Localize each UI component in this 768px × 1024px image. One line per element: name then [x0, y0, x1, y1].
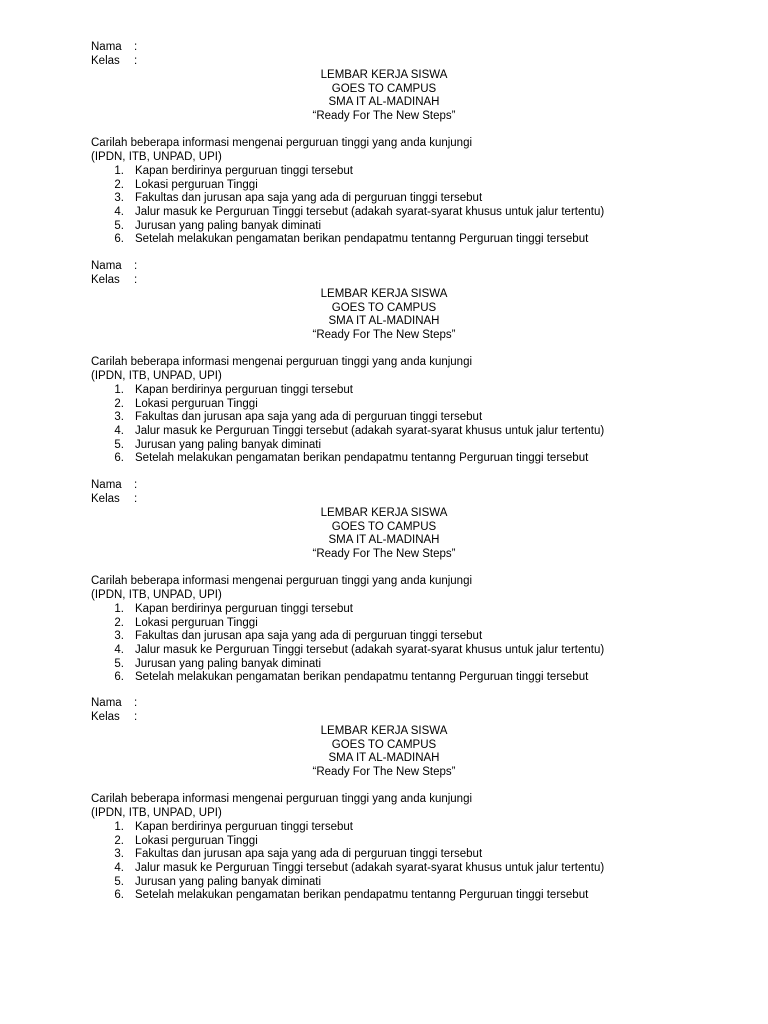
question-number: 4. [114, 862, 124, 875]
kelas-colon: : [134, 493, 138, 505]
worksheet-header [0, 69, 768, 124]
kelas-label: Kelas [91, 493, 120, 505]
question-number: 6. [114, 233, 124, 246]
header-title: LEMBAR KERJA SISWA [320, 288, 448, 300]
nama-label: Nama [91, 260, 122, 272]
kelas-label: Kelas [91, 274, 120, 286]
header-school: SMA IT AL-MADINAH [328, 96, 440, 109]
question-text: Fakultas dan jurusan apa saja yang ada di perguruan tinggi tersebut [135, 630, 483, 643]
header-tagline: “Ready For The New Steps” [312, 766, 456, 779]
question-number: 3. [114, 848, 124, 861]
worksheet-header [0, 725, 768, 780]
question-number: 5. [114, 875, 124, 888]
header-school: SMA IT AL-MADINAH [328, 534, 440, 547]
question-text: Kapan berdirinya perguruan tinggi tersebut [135, 165, 354, 177]
instruction-line: Carilah beberapa informasi mengenai perguruan tinggi yang anda kunjungi [91, 137, 473, 149]
header-event: GOES TO CAMPUS [331, 301, 437, 314]
question-text: Lokasi perguruan Tinggi [135, 834, 258, 847]
header-tagline: “Ready For The New Steps” [312, 110, 456, 123]
header-tagline: “Ready For The New Steps” [312, 548, 456, 561]
question-text: Kapan berdirinya perguruan tinggi tersebut [135, 384, 354, 396]
instruction-campus-list: (IPDN, ITB, UNPAD, UPI) [91, 588, 222, 601]
nama-colon: : [134, 479, 138, 491]
question-text: Fakultas dan jurusan apa saja yang ada di perguruan tinggi tersebut [135, 192, 483, 205]
nama-colon: : [134, 697, 138, 709]
question-text: Kapan berdirinya perguruan tinggi tersebut [135, 821, 354, 833]
header-tagline: “Ready For The New Steps” [312, 329, 456, 342]
question-number: 1. [114, 821, 124, 833]
question-number: 4. [114, 644, 124, 657]
question-text: Lokasi perguruan Tinggi [135, 397, 258, 410]
instruction-campus-list: (IPDN, ITB, UNPAD, UPI) [91, 369, 222, 382]
question-text: Setelah melakukan pengamatan berikan pendapatmu tentanng Perguruan tinggi tersebut [135, 452, 589, 465]
header-title: LEMBAR KERJA SISWA [320, 69, 448, 81]
question-text: Jurusan yang paling banyak diminati [135, 657, 322, 670]
kelas-colon: : [134, 55, 138, 67]
worksheet-header [0, 507, 768, 562]
header-school: SMA IT AL-MADINAH [328, 752, 440, 765]
nama-label: Nama [91, 41, 122, 53]
question-text: Setelah melakukan pengamatan berikan pendapatmu tentanng Perguruan tinggi tersebut [135, 233, 589, 246]
nama-field [91, 41, 137, 55]
kelas-field [91, 274, 137, 288]
nama-label: Nama [91, 479, 122, 491]
question-number: 5. [114, 438, 124, 451]
nama-field [91, 479, 137, 493]
instruction [91, 575, 472, 602]
kelas-field [91, 711, 137, 725]
worksheet-header [0, 288, 768, 343]
question-text: Kapan berdirinya perguruan tinggi tersebut [135, 603, 354, 615]
nama-colon: : [134, 41, 138, 53]
nama-label: Nama [91, 697, 122, 709]
question-number: 6. [114, 671, 124, 684]
instruction-campus-list: (IPDN, ITB, UNPAD, UPI) [91, 806, 222, 819]
question-text: Jalur masuk ke Perguruan Tinggi tersebut (adakah syarat-syarat khusus untuk jalur tertentu) [135, 644, 605, 657]
question-number: 2. [114, 834, 124, 847]
header-event: GOES TO CAMPUS [331, 738, 437, 751]
question-number: 6. [114, 452, 124, 465]
question-number: 5. [114, 219, 124, 232]
nama-colon: : [134, 260, 138, 272]
question-number: 2. [114, 178, 124, 191]
header-school: SMA IT AL-MADINAH [328, 315, 440, 328]
header-event: GOES TO CAMPUS [331, 520, 437, 533]
header-event: GOES TO CAMPUS [331, 82, 437, 95]
kelas-label: Kelas [91, 55, 120, 67]
question-text: Jalur masuk ke Perguruan Tinggi tersebut (adakah syarat-syarat khusus untuk jalur tertentu) [135, 862, 605, 875]
question-text: Setelah melakukan pengamatan berikan pendapatmu tentanng Perguruan tinggi tersebut [135, 671, 589, 684]
question-text: Fakultas dan jurusan apa saja yang ada di perguruan tinggi tersebut [135, 848, 483, 861]
kelas-field [91, 55, 137, 69]
nama-field [91, 260, 137, 274]
question-number: 6. [114, 889, 124, 902]
question-number: 3. [114, 630, 124, 643]
header-title: LEMBAR KERJA SISWA [320, 507, 448, 519]
question-number: 4. [114, 206, 124, 219]
instruction-line: Carilah beberapa informasi mengenai perguruan tinggi yang anda kunjungi [91, 575, 473, 587]
question-number: 1. [114, 384, 124, 396]
instruction [91, 137, 472, 164]
question-text: Jurusan yang paling banyak diminati [135, 875, 322, 888]
question-number: 3. [114, 192, 124, 205]
question-text: Jurusan yang paling banyak diminati [135, 438, 322, 451]
question-number: 1. [114, 165, 124, 177]
kelas-colon: : [134, 711, 138, 723]
instruction [91, 356, 472, 383]
question-number: 5. [114, 657, 124, 670]
question-text: Jurusan yang paling banyak diminati [135, 219, 322, 232]
kelas-label: Kelas [91, 711, 120, 723]
nama-field [91, 697, 137, 711]
question-text: Lokasi perguruan Tinggi [135, 178, 258, 191]
question-text: Jalur masuk ke Perguruan Tinggi tersebut (adakah syarat-syarat khusus untuk jalur tertentu) [135, 206, 605, 219]
question-text: Fakultas dan jurusan apa saja yang ada di perguruan tinggi tersebut [135, 411, 483, 424]
question-number: 2. [114, 397, 124, 410]
instruction-line: Carilah beberapa informasi mengenai perguruan tinggi yang anda kunjungi [91, 793, 473, 805]
instruction-campus-list: (IPDN, ITB, UNPAD, UPI) [91, 150, 222, 163]
question-number: 3. [114, 411, 124, 424]
question-number: 2. [114, 616, 124, 629]
kelas-colon: : [134, 274, 138, 286]
header-title: LEMBAR KERJA SISWA [320, 725, 448, 737]
kelas-field [91, 493, 137, 507]
instruction [91, 793, 472, 820]
instruction-line: Carilah beberapa informasi mengenai perguruan tinggi yang anda kunjungi [91, 356, 473, 368]
question-number: 1. [114, 603, 124, 615]
question-text: Setelah melakukan pengamatan berikan pendapatmu tentanng Perguruan tinggi tersebut [135, 889, 589, 902]
question-text: Lokasi perguruan Tinggi [135, 616, 258, 629]
question-text: Jalur masuk ke Perguruan Tinggi tersebut (adakah syarat-syarat khusus untuk jalur tertentu) [135, 425, 605, 438]
question-number: 4. [114, 425, 124, 438]
